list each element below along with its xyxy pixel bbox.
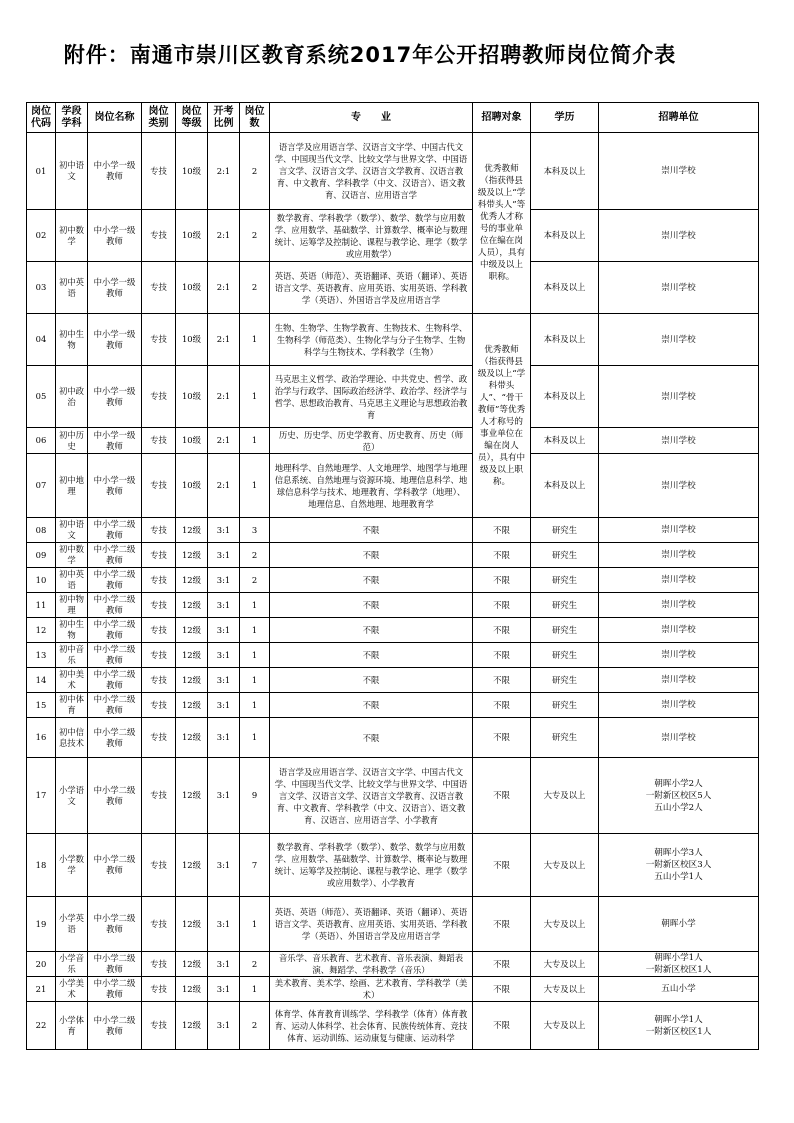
cell-grade: 12级 [176, 618, 208, 643]
cell-code: 15 [27, 693, 56, 718]
cell-edu: 研究生 [531, 568, 599, 593]
cell-category: 专技 [142, 210, 176, 262]
cell-grade: 12级 [176, 897, 208, 952]
cell-code: 14 [27, 668, 56, 693]
header-post: 岗位名称 [88, 103, 142, 133]
table-row [27, 262, 759, 314]
cell-target: 不限 [473, 693, 531, 718]
cell-category: 专技 [142, 454, 176, 518]
cell-post: 中小学二级教师 [88, 618, 142, 643]
table-row [27, 1002, 759, 1050]
cell-code: 22 [27, 1002, 56, 1050]
cell-subject: 小学音乐 [56, 952, 88, 977]
cell-edu: 研究生 [531, 543, 599, 568]
cell-code: 21 [27, 977, 56, 1002]
cell-unit: 崇川学校 [599, 718, 759, 758]
cell-major: 体育学、体育教育训练学、学科教学（体育）体育教育、运动人体科学、社会体育、民族传统体育、竞技体育、运动训练、运动康复与健康、运动科学 [270, 1002, 473, 1050]
cell-ratio: 3:1 [208, 618, 240, 643]
cell-subject: 小学体育 [56, 1002, 88, 1050]
header-grade: 岗位等级 [176, 103, 208, 133]
cell-category: 专技 [142, 618, 176, 643]
table-row [27, 834, 759, 897]
cell-subject: 初中语文 [56, 133, 88, 210]
cell-code: 05 [27, 366, 56, 428]
table-row [27, 454, 759, 518]
cell-target: 不限 [473, 834, 531, 897]
cell-unit: 崇川学校 [599, 454, 759, 518]
cell-major: 语言学及应用语言学、汉语言文字学、中国古代文学、中国现当代文学、比较文学与世界文学、中国语言文学、汉语言文学、汉语言文学教育、汉语言教育、中文教育、学科教学（中文、汉语言）、语文教育、汉语言、应用语言学 [270, 133, 473, 210]
cell-edu: 本科及以上 [531, 314, 599, 366]
header-code: 岗位代码 [27, 103, 56, 133]
cell-unit: 崇川学校 [599, 568, 759, 593]
cell-count: 1 [240, 366, 270, 428]
cell-ratio: 3:1 [208, 834, 240, 897]
cell-code: 10 [27, 568, 56, 593]
cell-post: 中小学二级教师 [88, 668, 142, 693]
cell-subject: 初中音乐 [56, 643, 88, 668]
cell-target: 不限 [473, 593, 531, 618]
cell-code: 17 [27, 758, 56, 834]
cell-grade: 12级 [176, 952, 208, 977]
cell-category: 专技 [142, 518, 176, 543]
cell-category: 专技 [142, 1002, 176, 1050]
header-unit: 招聘单位 [599, 103, 759, 133]
cell-category: 专技 [142, 834, 176, 897]
cell-major: 不限 [270, 568, 473, 593]
cell-ratio: 2:1 [208, 366, 240, 428]
cell-subject: 小学英语 [56, 897, 88, 952]
table-row [27, 618, 759, 643]
cell-code: 19 [27, 897, 56, 952]
recruitment-table [26, 102, 759, 1050]
cell-edu: 本科及以上 [531, 454, 599, 518]
cell-ratio: 2:1 [208, 428, 240, 454]
cell-category: 专技 [142, 568, 176, 593]
cell-unit: 朝晖小学3人 一附新区校区3人 五山小学1人 [599, 834, 759, 897]
cell-ratio: 3:1 [208, 952, 240, 977]
cell-category: 专技 [142, 952, 176, 977]
table-row [27, 366, 759, 428]
cell-category: 专技 [142, 133, 176, 210]
cell-ratio: 3:1 [208, 758, 240, 834]
cell-subject: 初中历史 [56, 428, 88, 454]
cell-major: 不限 [270, 693, 473, 718]
cell-ratio: 3:1 [208, 568, 240, 593]
cell-major: 语言学及应用语言学、汉语言文字学、中国古代文学、中国现当代文学、比较文学与世界文学、中国语言文学、汉语言文学、汉语言文学教育、汉语言教育、中文教育、学科教学（中文、汉语言）、语文教育、汉语言、应用语言学、小学教育 [270, 758, 473, 834]
cell-count: 2 [240, 543, 270, 568]
cell-ratio: 3:1 [208, 543, 240, 568]
cell-count: 1 [240, 454, 270, 518]
cell-target: 不限 [473, 668, 531, 693]
table-row [27, 593, 759, 618]
cell-target: 不限 [473, 518, 531, 543]
cell-major: 不限 [270, 543, 473, 568]
cell-count: 1 [240, 897, 270, 952]
header-edu: 学历 [531, 103, 599, 133]
cell-category: 专技 [142, 593, 176, 618]
table-row [27, 952, 759, 977]
cell-post: 中小学二级教师 [88, 952, 142, 977]
cell-ratio: 3:1 [208, 897, 240, 952]
cell-code: 03 [27, 262, 56, 314]
cell-ratio: 3:1 [208, 518, 240, 543]
cell-code: 20 [27, 952, 56, 977]
cell-subject: 初中生物 [56, 314, 88, 366]
table-row [27, 210, 759, 262]
table-row [27, 428, 759, 454]
header-major: 专 业 [270, 103, 473, 133]
cell-ratio: 2:1 [208, 454, 240, 518]
cell-unit: 崇川学校 [599, 668, 759, 693]
cell-edu: 大专及以上 [531, 952, 599, 977]
cell-subject: 初中数学 [56, 210, 88, 262]
cell-grade: 12级 [176, 977, 208, 1002]
cell-edu: 大专及以上 [531, 897, 599, 952]
cell-count: 1 [240, 618, 270, 643]
cell-target: 不限 [473, 618, 531, 643]
cell-code: 09 [27, 543, 56, 568]
cell-grade: 10级 [176, 133, 208, 210]
header-subject: 学段学科 [56, 103, 88, 133]
cell-edu: 大专及以上 [531, 758, 599, 834]
document-title: 附件：南通市崇川区教育系统2017年公开招聘教师岗位简介表 [63, 43, 677, 67]
cell-ratio: 2:1 [208, 314, 240, 366]
cell-count: 1 [240, 718, 270, 758]
cell-category: 专技 [142, 428, 176, 454]
cell-major: 数学教育、学科教学（数学）、数学、数学与应用数学、应用数学、基础数学、计算数学、概率论与数理统计、运筹学及控制论、课程与教学论、理学（数学或应用数学） [270, 210, 473, 262]
cell-unit: 崇川学校 [599, 518, 759, 543]
cell-target-group: 优秀教师（指获得县级及以上“学科带头人”等优秀人才称号的事业单位在编在岗人员），具有中级及以上职称。 [473, 133, 531, 314]
cell-target: 不限 [473, 718, 531, 758]
cell-code: 13 [27, 643, 56, 668]
cell-unit: 朝晖小学1人 一附新区校区1人 [599, 952, 759, 977]
cell-edu: 研究生 [531, 593, 599, 618]
cell-major: 美术教育、美术学、绘画、艺术教育、学科教学（美术） [270, 977, 473, 1002]
cell-category: 专技 [142, 366, 176, 428]
cell-target: 不限 [473, 643, 531, 668]
cell-subject: 小学语文 [56, 758, 88, 834]
cell-grade: 12级 [176, 834, 208, 897]
cell-subject: 初中地理 [56, 454, 88, 518]
cell-post: 中小学一级教师 [88, 314, 142, 366]
cell-subject: 初中数学 [56, 543, 88, 568]
cell-category: 专技 [142, 262, 176, 314]
cell-post: 中小学一级教师 [88, 210, 142, 262]
cell-post: 中小学二级教师 [88, 643, 142, 668]
table-row [27, 693, 759, 718]
table-row [27, 643, 759, 668]
cell-count: 1 [240, 643, 270, 668]
cell-grade: 12级 [176, 643, 208, 668]
table-row [27, 668, 759, 693]
cell-count: 7 [240, 834, 270, 897]
cell-post: 中小学二级教师 [88, 693, 142, 718]
cell-subject: 初中物理 [56, 593, 88, 618]
cell-post: 中小学一级教师 [88, 366, 142, 428]
cell-target: 不限 [473, 977, 531, 1002]
cell-count: 1 [240, 693, 270, 718]
cell-ratio: 2:1 [208, 133, 240, 210]
cell-unit: 朝晖小学 [599, 897, 759, 952]
table-row [27, 314, 759, 366]
cell-target: 不限 [473, 897, 531, 952]
cell-category: 专技 [142, 758, 176, 834]
cell-code: 06 [27, 428, 56, 454]
cell-major: 不限 [270, 643, 473, 668]
cell-major: 地理科学、自然地理学、人文地理学、地图学与地理信息系统、自然地理与资源环境、地理信息科学、地球信息科学与技术、地理教育、学科教学（地理）、地理信息、自然地理、地理教育学 [270, 454, 473, 518]
cell-count: 2 [240, 210, 270, 262]
cell-grade: 10级 [176, 366, 208, 428]
cell-edu: 研究生 [531, 618, 599, 643]
cell-post: 中小学一级教师 [88, 133, 142, 210]
table-row [27, 718, 759, 758]
cell-grade: 12级 [176, 518, 208, 543]
cell-edu: 本科及以上 [531, 133, 599, 210]
cell-code: 16 [27, 718, 56, 758]
cell-major: 不限 [270, 668, 473, 693]
cell-count: 2 [240, 1002, 270, 1050]
cell-code: 02 [27, 210, 56, 262]
cell-grade: 12级 [176, 758, 208, 834]
cell-major: 不限 [270, 593, 473, 618]
cell-grade: 12级 [176, 668, 208, 693]
cell-grade: 10级 [176, 314, 208, 366]
cell-major: 历史、历史学、历史学教育、历史教育、历史（师范） [270, 428, 473, 454]
cell-subject: 初中政治 [56, 366, 88, 428]
cell-major: 音乐学、音乐教育、艺术教育、音乐表演、舞蹈表演、舞蹈学、学科教学（音乐） [270, 952, 473, 977]
cell-count: 2 [240, 568, 270, 593]
cell-edu: 研究生 [531, 518, 599, 543]
cell-count: 3 [240, 518, 270, 543]
cell-category: 专技 [142, 718, 176, 758]
cell-major: 不限 [270, 718, 473, 758]
cell-ratio: 3:1 [208, 643, 240, 668]
table-header-row [27, 103, 759, 133]
cell-category: 专技 [142, 543, 176, 568]
cell-code: 08 [27, 518, 56, 543]
cell-target-group: 优秀教师（指获得县级及以上“学科带头人”、“骨干教师”等优秀人才称号的事业单位在编在岗人员），具有中级及以上职称。 [473, 314, 531, 518]
header-ratio: 开考比例 [208, 103, 240, 133]
table-row [27, 758, 759, 834]
cell-subject: 初中语文 [56, 518, 88, 543]
cell-edu: 本科及以上 [531, 428, 599, 454]
cell-count: 1 [240, 668, 270, 693]
cell-major: 不限 [270, 618, 473, 643]
cell-post: 中小学二级教师 [88, 758, 142, 834]
table-row [27, 518, 759, 543]
cell-unit: 崇川学校 [599, 543, 759, 568]
cell-post: 中小学二级教师 [88, 593, 142, 618]
cell-subject: 初中美术 [56, 668, 88, 693]
cell-post: 中小学二级教师 [88, 1002, 142, 1050]
cell-edu: 研究生 [531, 643, 599, 668]
cell-ratio: 3:1 [208, 693, 240, 718]
cell-subject: 初中英语 [56, 568, 88, 593]
cell-subject: 初中生物 [56, 618, 88, 643]
cell-major: 生物、生物学、生物学教育、生物技术、生物科学、生物科学（师范类）、生物化学与分子生物学、生物科学与生物技术、学科教学（生物） [270, 314, 473, 366]
cell-grade: 10级 [176, 454, 208, 518]
table-row [27, 897, 759, 952]
table-row [27, 977, 759, 1002]
cell-count: 2 [240, 952, 270, 977]
cell-unit: 崇川学校 [599, 693, 759, 718]
cell-category: 专技 [142, 693, 176, 718]
cell-target: 不限 [473, 758, 531, 834]
cell-ratio: 2:1 [208, 210, 240, 262]
cell-target: 不限 [473, 543, 531, 568]
cell-major: 英语、英语（师范）、英语翻译、英语（翻译）、英语语言文学、英语教育、应用英语、实用英语、学科教学（英语）、外国语言学及应用语言学 [270, 262, 473, 314]
cell-code: 01 [27, 133, 56, 210]
cell-post: 中小学二级教师 [88, 543, 142, 568]
cell-category: 专技 [142, 897, 176, 952]
cell-ratio: 3:1 [208, 668, 240, 693]
cell-subject: 初中信息技术 [56, 718, 88, 758]
cell-edu: 大专及以上 [531, 834, 599, 897]
cell-unit: 崇川学校 [599, 314, 759, 366]
cell-major: 不限 [270, 518, 473, 543]
cell-code: 11 [27, 593, 56, 618]
header-category: 岗位类别 [142, 103, 176, 133]
cell-subject: 小学数学 [56, 834, 88, 897]
cell-major: 数学教育、学科教学（数学）、数学、数学与应用数学、应用数学、基础数学、计算数学、概率论与数理统计、运筹学及控制论、课程与教学论、理学（数学或应用数学）、小学教育 [270, 834, 473, 897]
cell-edu: 研究生 [531, 718, 599, 758]
cell-count: 1 [240, 593, 270, 618]
cell-count: 1 [240, 428, 270, 454]
cell-ratio: 3:1 [208, 718, 240, 758]
cell-ratio: 3:1 [208, 593, 240, 618]
cell-unit: 崇川学校 [599, 366, 759, 428]
cell-edu: 研究生 [531, 668, 599, 693]
cell-edu: 大专及以上 [531, 1002, 599, 1050]
cell-category: 专技 [142, 668, 176, 693]
cell-post: 中小学一级教师 [88, 454, 142, 518]
cell-edu: 大专及以上 [531, 977, 599, 1002]
cell-category: 专技 [142, 643, 176, 668]
header-target: 招聘对象 [473, 103, 531, 133]
cell-major: 马克思主义哲学、政治学理论、中共党史、哲学、政治学与行政学、国际政治经济学、政治学、经济学与哲学、思想政治教育、马克思主义理论与思想政治教育 [270, 366, 473, 428]
cell-unit: 朝晖小学2人 一附新区校区5人 五山小学2人 [599, 758, 759, 834]
cell-grade: 12级 [176, 543, 208, 568]
table-row [27, 133, 759, 210]
cell-post: 中小学二级教师 [88, 977, 142, 1002]
cell-count: 9 [240, 758, 270, 834]
cell-category: 专技 [142, 314, 176, 366]
cell-count: 1 [240, 977, 270, 1002]
cell-edu: 本科及以上 [531, 366, 599, 428]
cell-grade: 12级 [176, 1002, 208, 1050]
cell-post: 中小学一级教师 [88, 262, 142, 314]
table-row [27, 543, 759, 568]
cell-post: 中小学二级教师 [88, 897, 142, 952]
cell-post: 中小学二级教师 [88, 718, 142, 758]
cell-code: 04 [27, 314, 56, 366]
cell-grade: 10级 [176, 262, 208, 314]
cell-unit: 朝晖小学1人 一附新区校区1人 [599, 1002, 759, 1050]
cell-edu: 本科及以上 [531, 210, 599, 262]
cell-subject: 小学美术 [56, 977, 88, 1002]
cell-target: 不限 [473, 568, 531, 593]
cell-subject: 初中英语 [56, 262, 88, 314]
cell-target: 不限 [473, 1002, 531, 1050]
cell-post: 中小学二级教师 [88, 834, 142, 897]
cell-post: 中小学二级教师 [88, 568, 142, 593]
cell-grade: 12级 [176, 593, 208, 618]
cell-unit: 崇川学校 [599, 593, 759, 618]
cell-grade: 10级 [176, 210, 208, 262]
table-row [27, 568, 759, 593]
cell-code: 18 [27, 834, 56, 897]
cell-count: 2 [240, 133, 270, 210]
cell-edu: 研究生 [531, 693, 599, 718]
cell-category: 专技 [142, 977, 176, 1002]
cell-count: 1 [240, 314, 270, 366]
cell-grade: 12级 [176, 568, 208, 593]
cell-grade: 10级 [176, 428, 208, 454]
cell-unit: 崇川学校 [599, 210, 759, 262]
header-count: 岗位数 [240, 103, 270, 133]
cell-unit: 崇川学校 [599, 618, 759, 643]
cell-unit: 崇川学校 [599, 262, 759, 314]
cell-target: 不限 [473, 952, 531, 977]
cell-ratio: 3:1 [208, 977, 240, 1002]
cell-unit: 崇川学校 [599, 643, 759, 668]
cell-post: 中小学一级教师 [88, 428, 142, 454]
cell-ratio: 3:1 [208, 1002, 240, 1050]
cell-unit: 崇川学校 [599, 428, 759, 454]
cell-unit: 五山小学 [599, 977, 759, 1002]
cell-ratio: 2:1 [208, 262, 240, 314]
cell-grade: 12级 [176, 718, 208, 758]
cell-count: 2 [240, 262, 270, 314]
cell-edu: 本科及以上 [531, 262, 599, 314]
cell-code: 12 [27, 618, 56, 643]
cell-grade: 12级 [176, 693, 208, 718]
cell-major: 英语、英语（师范）、英语翻译、英语（翻译）、英语语言文学、英语教育、应用英语、实用英语、学科教学（英语）、外国语言学及应用语言学 [270, 897, 473, 952]
cell-post: 中小学二级教师 [88, 518, 142, 543]
cell-code: 07 [27, 454, 56, 518]
cell-subject: 初中体育 [56, 693, 88, 718]
cell-unit: 崇川学校 [599, 133, 759, 210]
